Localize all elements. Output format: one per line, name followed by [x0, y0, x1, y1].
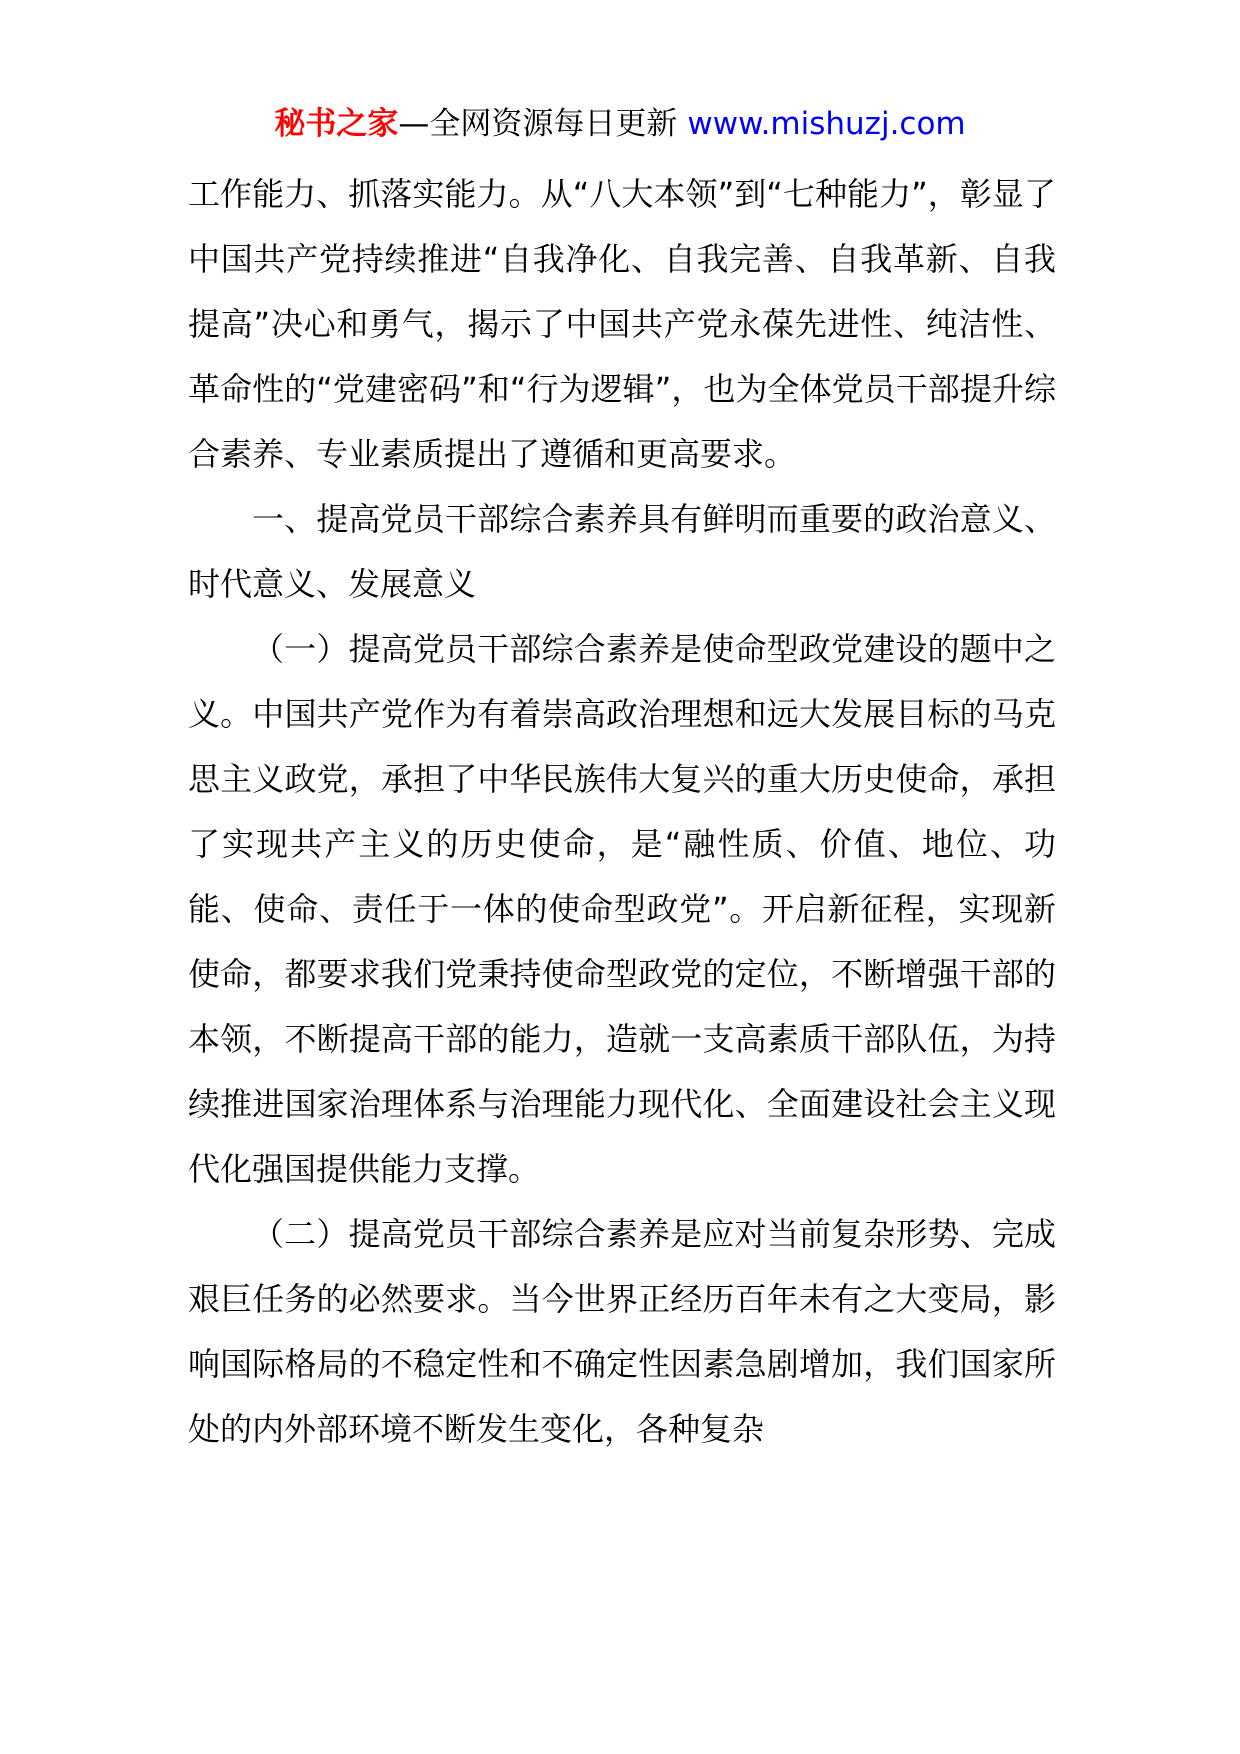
- header-tagline: —全网资源每日更新: [398, 106, 678, 142]
- paragraph: （一）提高党员干部综合素养是使命型政党建设的题中之义。中国共产党作为有着崇高政治理想和远大发展目标的马克思主义政党，承担了中华民族伟大复兴的重大历史使命，承担了实现共产主义的历史使命，是“融性质、价值、地位、功能、使命、责任于一体的使命型政党”。开启新征程，实现新使命，都要求我们党秉持使命型政党的定位，不断增强干部的本领，不断提高干部的能力，造就一支高素质干部队伍，为持续推进国家治理体系与治理能力现代化、全面建设社会主义现代化强国提供能力支撑。: [188, 630, 1056, 1188]
- header-url-link[interactable]: www.mishuzj.com: [687, 106, 966, 142]
- paragraph-continued: 工作能力、抓落实能力。从“八大本领”到“七种能力”，彰显了中国共产党持续推进“自我净化、自我完善、自我革新、自我提高”决心和勇气，揭示了中国共产党永葆先进性、纯洁性、革命性的“党建密码”和“行为逻辑”，也为全体党员干部提升综合素养、专业素质提出了遵循和更高要求。: [188, 175, 1056, 473]
- page-header: [0, 100, 1240, 148]
- paragraph: （二）提高党员干部综合素养是应对当前复杂形势、完成艰巨任务的必然要求。当今世界正经历百年未有之大变局，影响国际格局的不稳定性和不确定性因素急剧增加，我们国家所处的内外部环境不断发生变化，各种复杂: [188, 1215, 1056, 1448]
- section-heading: 一、提高党员干部综合素养具有鲜明而重要的政治意义、时代意义、发展意义: [188, 500, 1056, 603]
- document-body: [188, 162, 1056, 1462]
- header-brand: 秘书之家: [274, 106, 399, 142]
